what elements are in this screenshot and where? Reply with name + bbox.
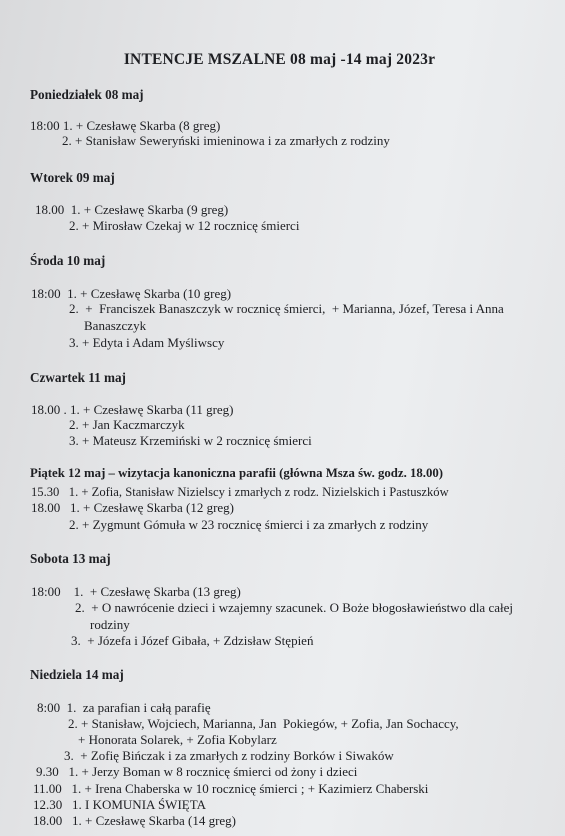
intention-line: 2. + Stanisław, Wojciech, Marianna, Jan Pokiegów, + Zofia, Jan Sochaccy,	[68, 716, 459, 731]
page-title: INTENCJE MSZALNE 08 maj -14 maj 2023r	[123, 51, 436, 68]
day-header-thursday: Czwartek 11 maj	[30, 370, 126, 385]
intention-line: 2. + O nawrócenie dzieci i wzajemny szacunek. O Boże błogosławieństwo dla całej	[75, 600, 513, 615]
day-header-wednesday: Środa 10 maj	[30, 253, 106, 268]
intention-line: 18:00 1. + Czesławę Skarba (10 greg)	[31, 286, 232, 301]
intention-line: 18.00 . 1. + Czesławę Skarba (11 greg)	[31, 402, 234, 417]
intention-line: 15.30 1. + Zofia, Stanisław Nizielscy i zmarłych z rodz. Nizielskich i Pastuszków	[31, 485, 449, 499]
intention-line: 11.00 1. + Irena Chaberska w 10 rocznicę śmierci ; + Kazimierz Chaberski	[33, 781, 429, 796]
day-header-monday: Poniedziałek 08 maj	[30, 87, 144, 102]
intention-line: rodziny	[90, 617, 130, 632]
intention-line: 8:00 1. za parafian i całą parafię	[37, 700, 211, 715]
intention-line: 18.00 1. + Czesławę Skarba (14 greg)	[33, 813, 236, 828]
day-header-saturday: Sobota 13 maj	[30, 551, 111, 566]
intention-line: + Honorata Solarek, + Zofia Kobylarz	[78, 732, 277, 747]
intention-line: 9.30 1. + Jerzy Boman w 8 rocznicę śmierci od żony i dzieci	[36, 764, 358, 779]
intention-line: 2. + Jan Kaczmarczyk	[69, 417, 185, 432]
intention-line: 2. + Stanisław Seweryński imieninowa i za zmarłych z rodziny	[62, 133, 390, 148]
intention-line: 3. + Edyta i Adam Myśliwscy	[69, 335, 225, 350]
intention-line: 2. + Franciszek Banaszczyk w rocznicę śmierci, + Marianna, Józef, Teresa i Anna	[69, 301, 504, 316]
intention-line: 18:00 1. + Czesławę Skarba (8 greg)	[30, 118, 221, 133]
day-header-friday: Piątek 12 maj – wizytacja kanoniczna parafii (główna Msza św. godz. 18.00)	[30, 466, 444, 480]
intention-line: 2. + Zygmunt Gómuła w 23 rocznicę śmierci i za zmarłych z rodziny	[69, 517, 429, 532]
intention-line: 3. + Mateusz Krzemiński w 2 rocznicę śmierci	[69, 433, 312, 448]
intention-line: 3. + Józefa i Józef Gibała, + Zdzisław Stępień	[71, 633, 314, 648]
intention-line: 18.00 1. + Czesławę Skarba (9 greg)	[35, 202, 229, 217]
intention-line: Banaszczyk	[84, 318, 147, 333]
day-header-tuesday: Wtorek 09 maj	[30, 170, 115, 185]
intention-line: 12.30 1. I KOMUNIA ŚWIĘTA	[33, 797, 206, 812]
intention-line: 2. + Mirosław Czekaj w 12 rocznicę śmierci	[69, 218, 300, 233]
intention-line: 18:00 1. + Czesławę Skarba (13 greg)	[31, 584, 241, 599]
intention-line: 3. + Zofię Bińczak i za zmarłych z rodziny Borków i Siwaków	[64, 748, 394, 763]
day-header-sunday: Niedziela 14 maj	[30, 667, 124, 682]
intention-line: 18.00 1. + Czesławę Skarba (12 greg)	[31, 500, 234, 515]
